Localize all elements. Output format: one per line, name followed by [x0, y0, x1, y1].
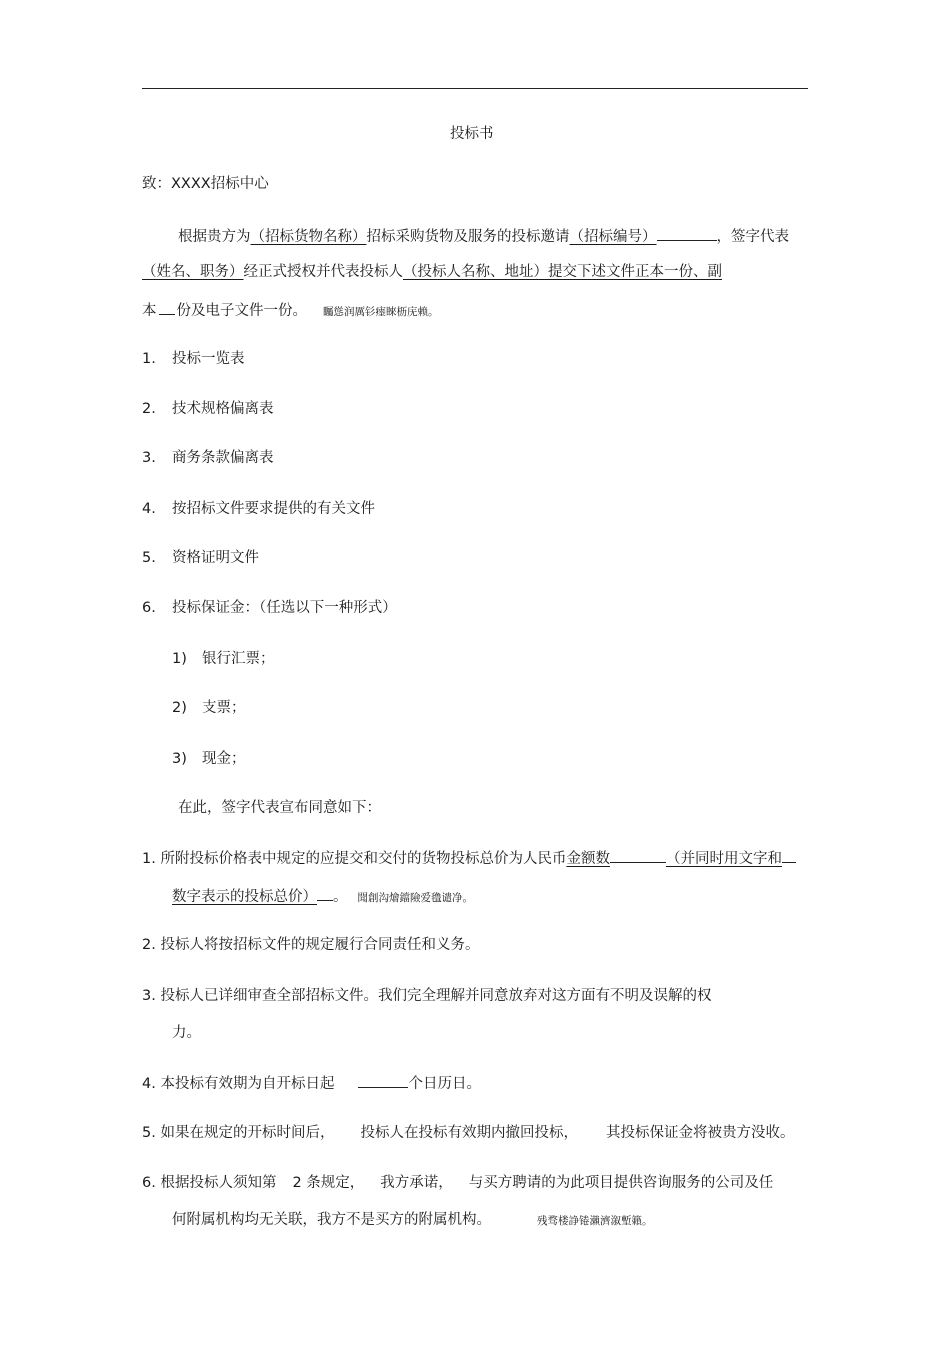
intro-line-2 — [142, 262, 722, 282]
list-item: 5. 资格证明文件 — [142, 550, 259, 566]
clause-6-line-2: 何附属机构均无关联，我方不是买方的附属机构。 残骛楼諍锩瀨濟溆塹籟。 — [172, 1212, 653, 1228]
total-price-blank — [317, 886, 333, 901]
recipient-line: 致：XXXX招标中心 — [142, 176, 269, 192]
tender-number-field: （招标编号） — [569, 229, 657, 245]
goods-name-field: （招标货物名称） — [250, 229, 367, 245]
clause-6-line-1: 6. 根据投标人须知第 2 条规定， 我方承诺， 与买方聘请的为此项目提供咨询服务的公司及任 — [142, 1175, 774, 1191]
clause-1-line-2: 数字表示的投标总价） 。 聞創沟燴鐺險爱氇谴净。 — [172, 886, 473, 908]
intro-text: 提交下述文件正本一份、副 — [548, 264, 722, 280]
intro-text: 份及电子文件一份。 — [176, 303, 307, 319]
clause-2: 2. 投标人将按招标文件的规定履行合同责任和义务。 — [142, 937, 480, 953]
sub-list-item: 2) 支票； — [172, 700, 246, 716]
intro-line-1 — [178, 226, 789, 247]
clause-3-line-1: 3. 投标人已详细审查全部招标文件。我们完全理解并同意放弃对这方面有不明及误解的权 — [142, 988, 712, 1004]
clause-5: 5. 如果在规定的开标时间后， 投标人在投标有效期内撤回投标， 其投标保证金将被贵方没收。 — [142, 1125, 795, 1141]
declaration-heading: 在此，签字代表宣布同意如下： — [178, 800, 381, 816]
document-title: 投标书 — [450, 126, 494, 142]
watermark-noise: 聞創沟燴鐺險爱氇谴净。 — [357, 892, 473, 904]
watermark-noise: 矚慫润厲钐瘗睞枥庑赖。 — [323, 306, 439, 318]
copies-blank — [159, 300, 175, 315]
sub-list-item: 1) 银行汇票； — [172, 651, 275, 667]
total-price-field: 数字表示的投标总价） — [172, 889, 317, 905]
intro-text: 根据贵方为 — [178, 229, 251, 245]
list-item: 2. 技术规格偏离表 — [142, 401, 274, 417]
representative-name-field: （姓名、职务） — [142, 264, 244, 280]
amount-blank — [610, 848, 666, 863]
clause-4: 4. 本投标有效期为自开标日起 个日历日。 — [142, 1073, 481, 1094]
list-item: 3. 商务条款偏离表 — [142, 450, 274, 466]
list-item: 4. 按招标文件要求提供的有关文件 — [142, 501, 375, 517]
intro-line-3 — [142, 300, 439, 322]
validity-days-blank — [358, 1073, 408, 1088]
list-item: 1. 投标一览表 — [142, 351, 245, 367]
clause-3-line-2: 力。 — [172, 1025, 201, 1041]
intro-text: 招标采购货物及服务的投标邀请 — [366, 229, 570, 245]
list-item: 6. 投标保证金：（任选以下一种形式） — [142, 600, 397, 616]
sub-list-item: 3) 现金； — [172, 751, 246, 767]
watermark-noise: 残骛楼諍锩瀨濟溆塹籟。 — [537, 1215, 653, 1227]
bidder-name-address-field: （投标人名称、地址） — [403, 264, 548, 280]
tender-number-blank — [657, 226, 717, 241]
clause-1-line-1: 1. 所附投标价格表中规定的应提交和交付的货物投标总价为人民币金额数 （并同时用文字和 — [142, 848, 796, 869]
header-rule — [142, 88, 808, 89]
amount-field: 金额数 — [566, 851, 610, 867]
intro-text: 经正式授权并代表投标人 — [243, 264, 403, 280]
intro-text: 本 — [142, 303, 157, 319]
intro-text: ，签字代表 — [716, 229, 789, 245]
amount-blank-tail — [782, 848, 796, 863]
